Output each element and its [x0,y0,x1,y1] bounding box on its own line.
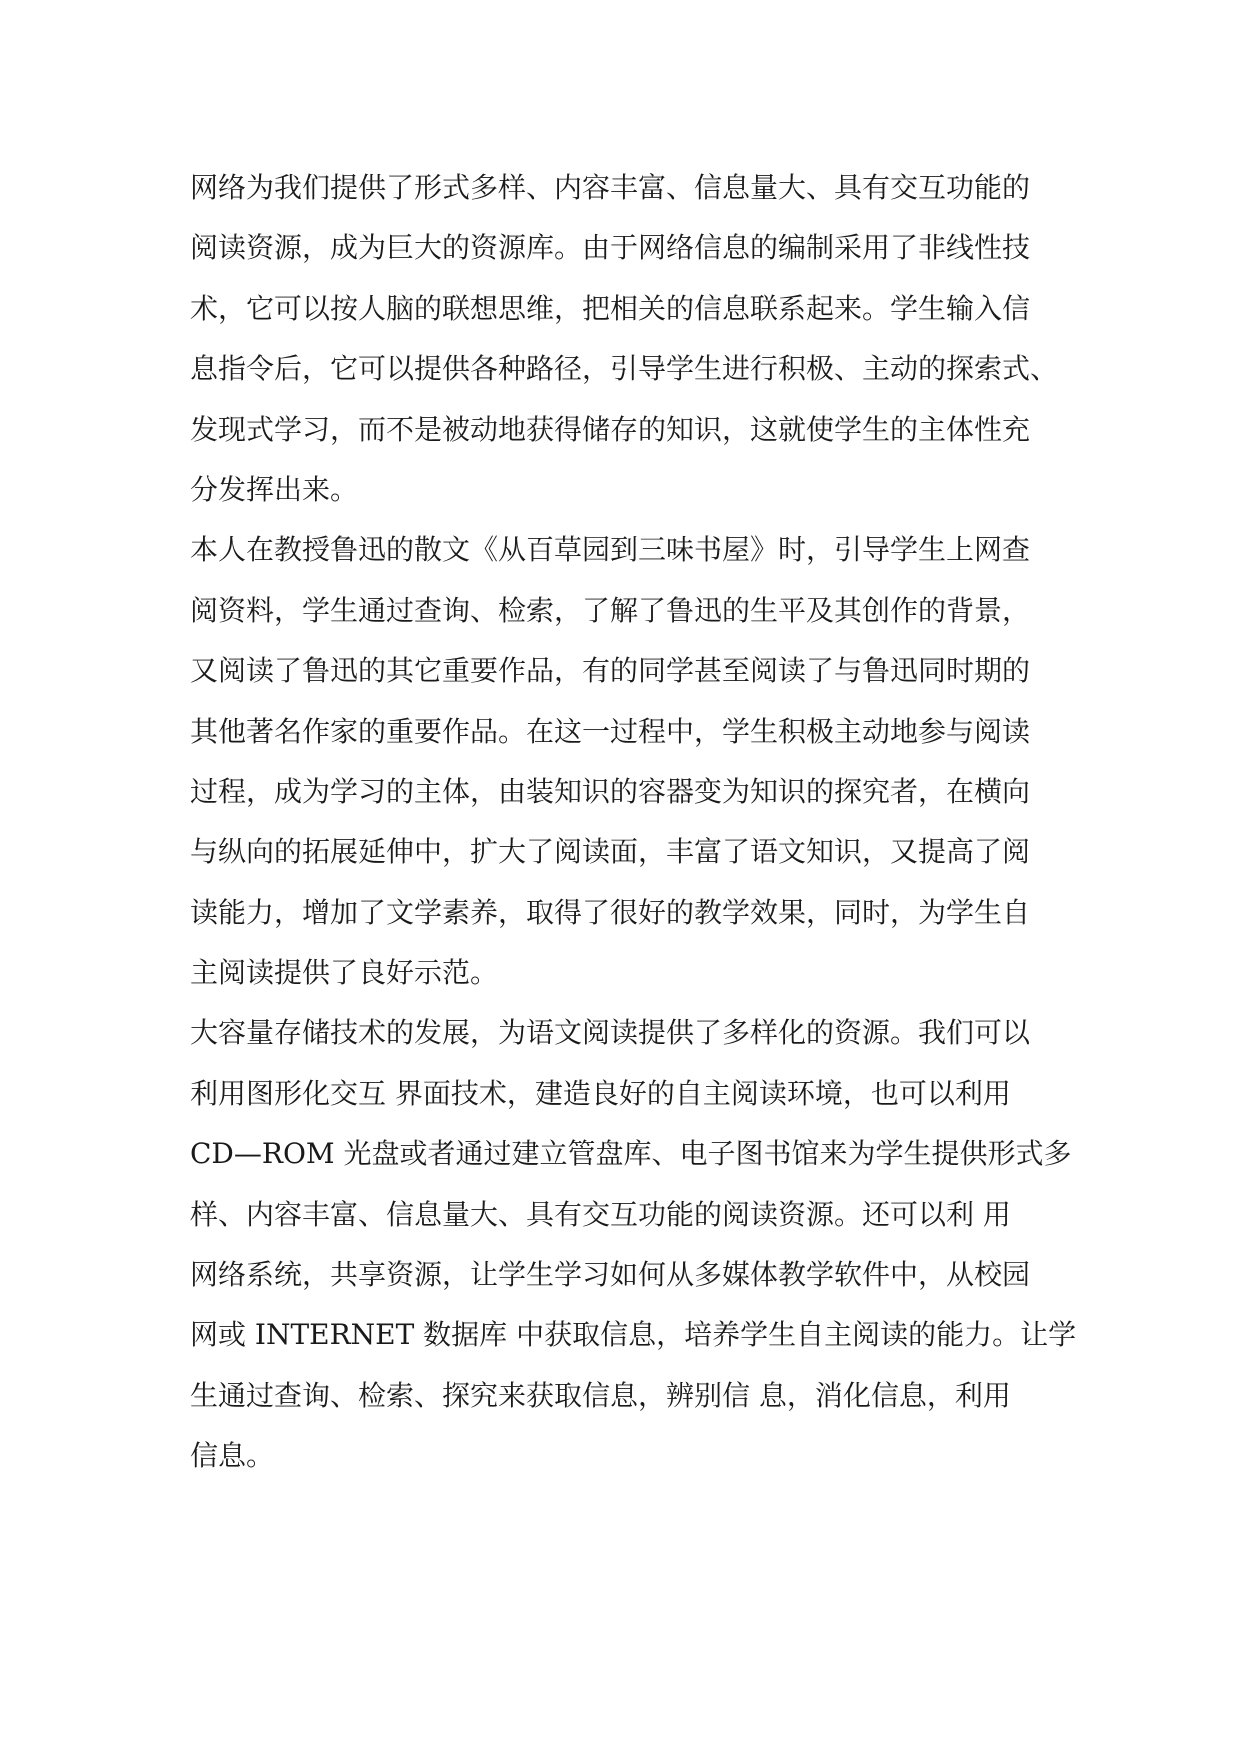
paragraph-3-line-6: 网或 INTERNET 数据库 中获取信息，培养学生自主阅读的能力。让学 [190,1318,1077,1352]
paragraph-1-line-6: 分发挥出来。 [190,472,359,506]
paragraph-1-line-2: 阅读资源，成为巨大的资源库。由于网络信息的编制采用了非线性技 [190,231,1031,265]
paragraph-3-line-7: 生通过查询、检索、探究来获取信息，辨别信 息，消化信息，利用 [190,1378,1011,1412]
paragraph-2-line-2: 阅资料，学生通过查询、检索，了解了鲁迅的生平及其创作的背景， [190,593,1031,627]
paragraph-2-line-5: 过程，成为学习的主体，由装知识的容器变为知识的探究者，在横向 [190,774,1031,808]
paragraph-3-line-2: 利用图形化交互 界面技术，建造良好的自主阅读环境，也可以利用 [190,1076,1011,1110]
paragraph-1-line-4: 息指令后，它可以提供各种路径，引导学生进行积极、主动的探索式、 [190,352,1059,386]
paragraph-3-line-5: 网络系统，共享资源，让学生学习如何从多媒体教学软件中，从校园 [190,1258,1031,1292]
paragraph-2-line-7: 读能力，增加了文学素养，取得了很好的教学效果，同时，为学生自 [190,895,1031,929]
paragraph-2-line-3: 又阅读了鲁迅的其它重要作品，有的同学甚至阅读了与鲁迅同时期的 [190,654,1031,688]
paragraph-3-line-1: 大容量存储技术的发展，为语文阅读提供了多样化的资源。我们可以 [190,1016,1031,1050]
body-text [190,158,1077,1487]
paragraph-1-line-1: 网络为我们提供了形式多样、内容丰富、信息量大、具有交互功能的 [190,171,1031,204]
paragraph-1-line-3: 术，它可以按人脑的联想思维，把相关的信息联系起来。学生输入信 [190,291,1031,325]
paragraph-1-line-5: 发现式学习，而不是被动地获得储存的知识，这就使学生的主体性充 [190,412,1031,446]
paragraph-2-line-6: 与纵向的拓展延伸中，扩大了阅读面，丰富了语文知识，又提高了阅 [190,835,1031,869]
paragraph-2-line-8: 主阅读提供了良好示范。 [190,956,499,990]
paragraph-3-line-3: CD—ROM 光盘或者通过建立管盘库、电子图书馆来为学生提供形式多 [190,1137,1072,1171]
paragraph-2-line-1: 本人在教授鲁迅的散文《从百草园到三味书屋》时，引导学生上网查 [190,533,1031,567]
paragraph-3-line-8: 信息。 [190,1439,275,1473]
paragraph-2-line-4: 其他著名作家的重要作品。在这一过程中，学生积极主动地参与阅读 [190,714,1031,748]
paragraph-3-line-4: 样、内容丰富、信息量大、具有交互功能的阅读资源。还可以利 用 [190,1197,1011,1231]
